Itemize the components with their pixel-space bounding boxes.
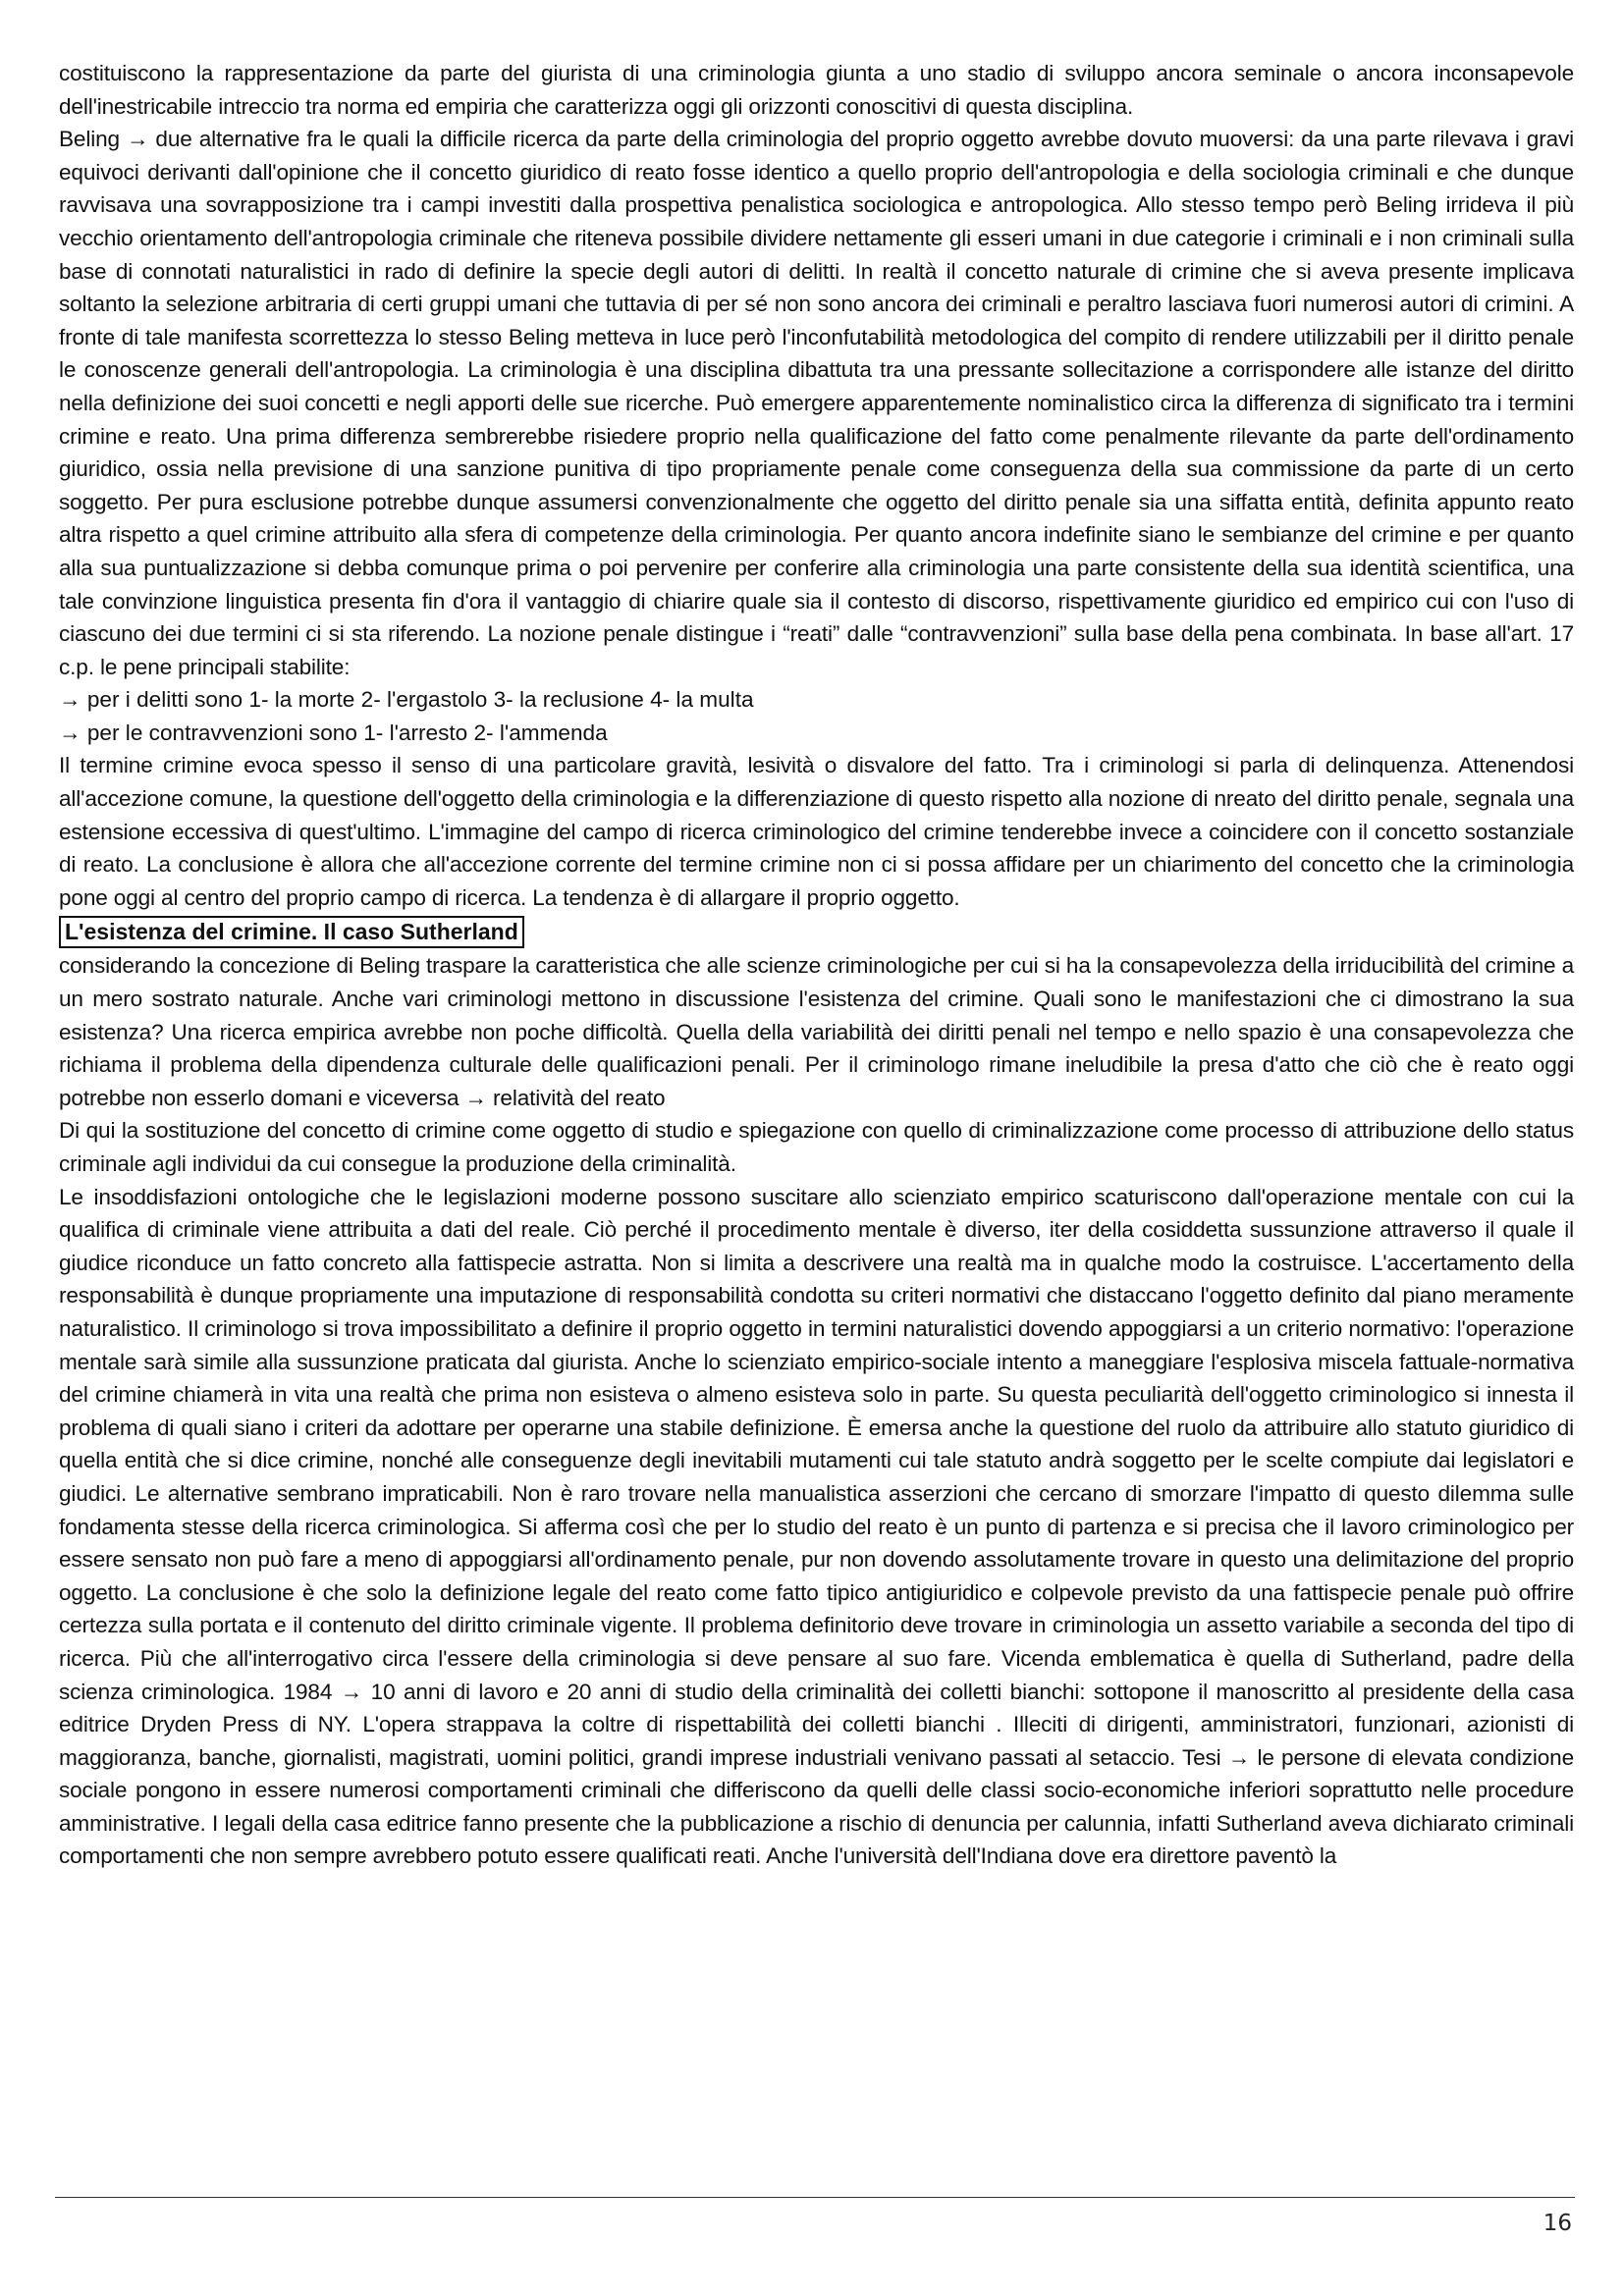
paragraph: costituiscono la rappresentazione da parte del giurista di una criminologia giunta a uno stadio di sviluppo ancora seminale o ancora inconsapevole dell'inestricabile intreccio tra norma ed empiria che caratterizza oggi gli orizzonti conoscitivi di questa disciplina. xyxy=(59,61,1574,119)
list-item: → per i delitti sono 1- la morte 2- l'ergastolo 3- la reclusione 4- la multa xyxy=(59,687,754,713)
section-heading-wrapper xyxy=(59,914,1574,949)
list-item: → per le contravvenzioni sono 1- l'arresto 2- l'ammenda xyxy=(59,720,608,745)
page-number: 16 xyxy=(1542,2211,1572,2236)
paragraph: Le insoddisfazioni ontologiche che le legislazioni moderne possono suscitare allo scienziato empirico scaturiscono dall'operazione mentale con cui la qualifica di criminale viene attribuita a dati del reale. Ciò perché il procedimento mentale è diverso, iter della cosiddetta sussunzione attraverso il quale il giudice riconduce un fatto concreto alla fattispecie astratta. Non si limita a descrivere una realtà ma in qualche modo la costruisce. L'accertamento della responsabilità è dunque propriamente una imputazione di responsabilità condotta su criteri normativi che distaccano l'oggetto definito dal piano meramente naturalistico. Il criminologo si trova impossibilitato a definire il proprio oggetto in termini naturalistici dovendo appoggiarsi a un criterio normativo: l'operazione mentale sarà simile alla sussunzione praticata dal giurista. Anche lo scienziato empirico-sociale intento a maneggiare l'esplosiva miscela fattuale-normativa del crimine chiamerà in vita una realtà che prima non esisteva o almeno esisteva solo in parte. Su questa peculiarità dell'oggetto criminologico si innesta il problema di quali siano i criteri da adottare per operarne una stabile definizione. È emersa anche la questione del ruolo da attribuire allo statuto giuridico di quella entità che si dice crimine, nonché alle conseguenze degli inevitabili mutamenti cui tale statuto andrà soggetto per le scelte compiute dai legislatori e giudici. Le alternative sembrano impraticabili. Non è raro trovare nella manualistica asserzioni che cercano di smorzare l'impatto di questo dilemma sulle fondamenta stesse della ricerca criminologica. Si afferma così che per lo studio del reato è un punto di partenza e si precisa che il lavoro criminologico per essere sensato non può fare a meno di appoggiarsi all'ordinamento penale, pur non dovendo assolutamente trovare in questo una delimitazione del proprio oggetto. La conclusione è che solo la definizione legale del reato come fatto tipico antigiuridico e colpevole previsto da una fattispecie penale può offrire certezza sulla portata e il contenuto del diritto criminale vigente. Il problema definitorio deve trovare in criminologia un assetto variabile a seconda del tipo di ricerca. Più che all'interrogativo circa l'essere della criminologia si deve pensare al suo fare. Vicenda emblematica è quella di Sutherland, padre della scienza criminologica. 1984 → 10 anni di lavoro e 20 anni di studio della criminalità dei colletti bianchi: sottopone il manoscritto al presidente della casa editrice Dryden Press di NY. L'opera strappava la coltre di rispettabilità dei colletti bianchi . Illeciti di dirigenti, amministratori, funzionari, azionisti di maggioranza, banche, giornalisti, magistrati, uomini politici, grandi imprese industriali venivano passati al setaccio. Tesi → le persone di elevata condizione sociale pongono in essere numerosi comportamenti criminali che differiscono da quelli delle classi socio-economiche inferiori soprattutto nelle procedure amministrative. I legali della casa editrice fanno presente che la pubblicazione a rischio di denuncia per calunnia, infatti Sutherland aveva dichiarato criminali comportamenti che non sempre avrebbero potuto essere qualificati reati. Anche l'università dell'Indiana dove era direttore paventò la xyxy=(59,1184,1574,1869)
section-heading: L'esistenza del crimine. Il caso Sutherland xyxy=(59,916,524,948)
footer-divider xyxy=(55,2197,1575,2198)
document-page xyxy=(59,57,1574,1873)
paragraph: Beling → due alternative fra le quali la difficile ricerca da parte della criminologia del proprio oggetto avrebbe dovuto muoversi: da una parte rilevava i gravi equivoci derivanti dall'opinione che il concetto giuridico di reato fosse identico a quello proprio dell'antropologia e della sociologia criminali e che dunque ravvisava una sovrapposizione tra i campi investiti dalla prospettiva penalistica sociologica e antropologica. Allo stesso tempo però Beling irrideva il più vecchio orientamento dell'antropologia criminale che riteneva possibile dividere nettamente gli esseri umani in due categorie i criminali e i non criminali sulla base di connotati naturalistici in rado di definire la specie degli autori di delitti. In realtà il concetto naturale di crimine che si aveva presente implicava soltanto la selezione arbitraria di certi gruppi umani che tuttavia di per sé non sono ancora dei criminali e peraltro lasciava fuori numerosi autori di crimini. A fronte di tale manifesta scorrettezza lo stesso Beling metteva in luce però l'inconfutabilità metodologica del compito di rendere utilizzabili per il diritto penale le conoscenze generali dell'antropologia. La criminologia è una disciplina dibattuta tra una pressante sollecitazione a corrispondere alle istanze del diritto nella definizione dei suoi concetti e negli apporti delle sue ricerche. Può emergere apparentemente nominalistico circa la differenza di significato tra i termini crimine e reato. Una prima differenza sembrerebbe risiedere proprio nella qualificazione del fatto come penalmente rilevante da parte dell'ordinamento giuridico, ossia nella previsione di una sanzione punitiva di tipo propriamente penale come conseguenza della sua commissione da parte di un certo soggetto. Per pura esclusione potrebbe dunque assumersi convenzionalmente che oggetto del diritto penale sia una siffatta entità, definita appunto reato altra rispetto a quel crimine attribuito alla sfera di competenze della criminologia. Per quanto ancora indefinite siano le sembianze del crimine e per quanto alla sua puntualizzazione si debba comunque prima o poi pervenire per conferire alla criminologia una parte consistente della sua identità scientifica, una tale convinzione linguistica presenta fin d'ora il vantaggio di chiarire quale sia il contesto di discorso, rispettivamente giuridico ed empirico cui con l'uso di ciascuno dei due termini ci si sta riferendo. La nozione penale distingue i “reati” dalle “contravvenzioni” sulla base della pena combinata. In base all'art. 17 c.p. le pene principali stabilite: xyxy=(59,127,1574,679)
paragraph: Di qui la sostituzione del concetto di crimine come oggetto di studio e spiegazione con quello di criminalizzazione come processo di attribuzione dello status criminale agli individui da cui consegue la produzione della criminalità. xyxy=(59,1118,1574,1176)
paragraph: Il termine crimine evoca spesso il senso di una particolare gravità, lesività o disvalore del fatto. Tra i criminologi si parla di delinquenza. Attenendosi all'accezione comune, la questione dell'oggetto della criminologia e la differenziazione di questo rispetto alla nozione di nreato del diritto penale, segnala una estensione eccessiva di quest'ultimo. L'immagine del campo di ricerca criminologico del crimine tenderebbe invece a coincidere con il concetto sostanziale di reato. La conclusione è allora che all'accezione corrente del termine crimine non ci si possa affidare per un chiarimento del concetto che la criminologia pone oggi al centro del proprio campo di ricerca. La tendenza è di allargare il proprio oggetto. xyxy=(59,753,1574,910)
paragraph: considerando la concezione di Beling traspare la caratteristica che alle scienze criminologiche per cui si ha la consapevolezza della irriducibilità del crimine a un mero sostrato naturale. Anche vari criminologi mettono in discussione l'esistenza del crimine. Quali sono le manifestazioni che ci dimostrano la sua esistenza? Una ricerca empirica avrebbe non poche difficoltà. Quella della variabilità dei diritti penali nel tempo e nello spazio è una consapevolezza che richiama il problema della dipendenza culturale delle qualificazioni penali. Per il criminologo rimane ineludibile la presa d'atto che ciò che è reato oggi potrebbe non esserlo domani e viceversa → relatività del reato xyxy=(59,953,1574,1110)
